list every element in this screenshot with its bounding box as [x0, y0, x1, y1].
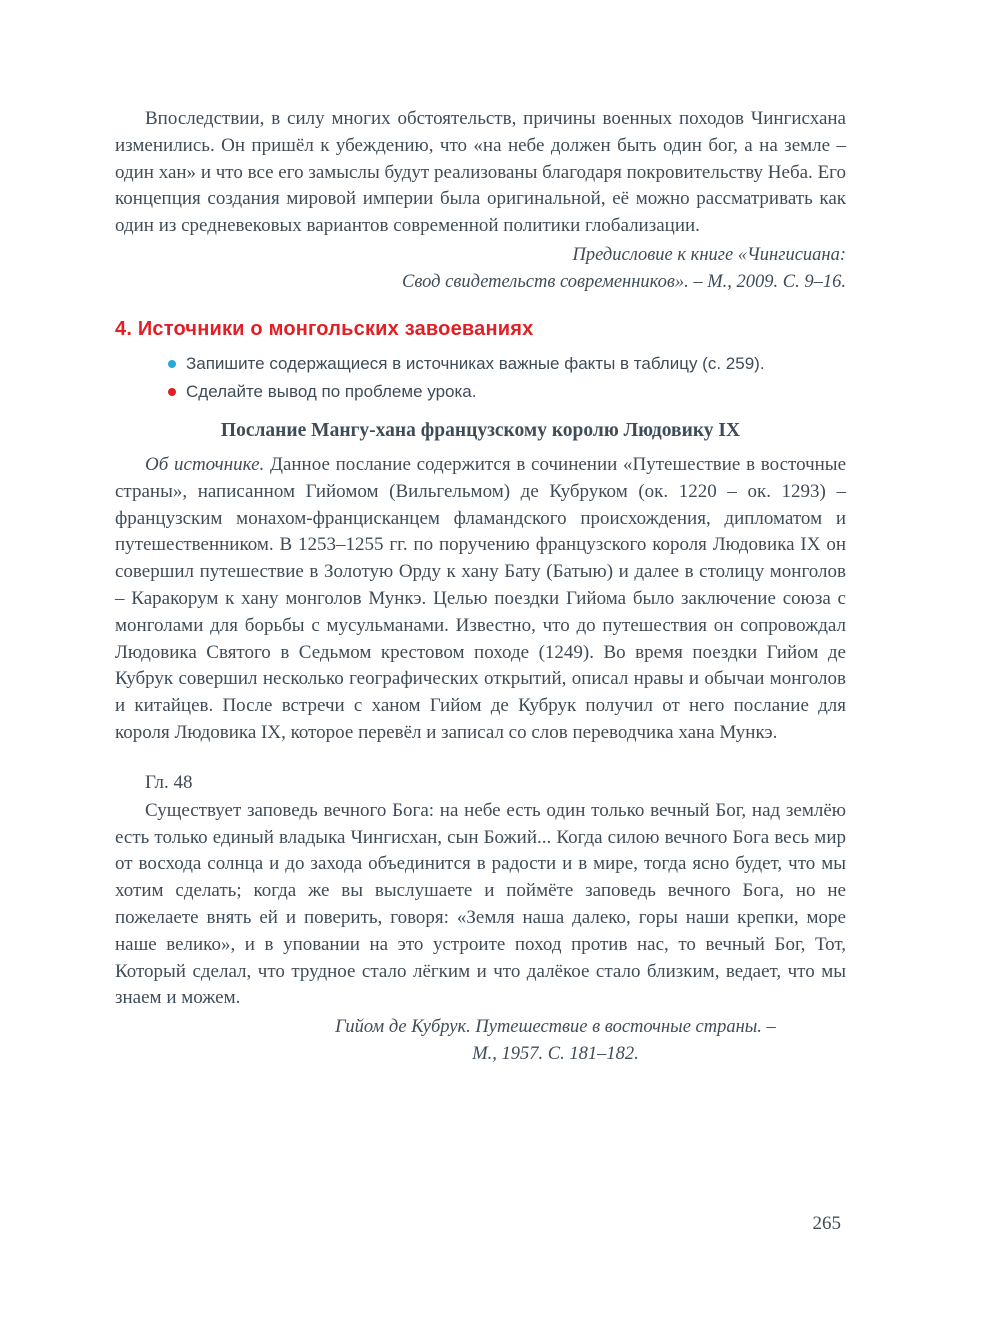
page-content [115, 106, 846, 1068]
chapter-label: Гл. 48 [145, 771, 193, 793]
source-citation [265, 1014, 846, 1068]
intro-paragraph: Впоследствии, в силу многих обстоятельств, причины военных походов Чингисхана изменились. Он пришёл к убеждению, что «на небе должен быть один бог, а на земле – один хан» и что все его замыслы будут реализованы благодаря покровительству Неба. Его концепция создания мировой империи была оригинальной, её можно рассматривать как один из средневековых вариантов современной политики глобализации. [115, 108, 846, 237]
task-list [168, 352, 846, 404]
intro-citation-line2: Свод свидетельств современников». – М., 2009. С. 9–16. [402, 271, 846, 292]
about-source-text: Данное послание содержится в сочинении «Путешествие в восточные страны», написанном Гийомом (Вильгельмом) де Кубруком (ок. 1220 – ок. 1293) – французским монахом-францисканцем фламандского происхождения, дипломатом и путешественником. В 1253–1255 гг. по поручению французского короля Людовика IX он совершил путешествие в Золотую Орду к хану Бату (Батыю) и далее в столицу монголов – Каракорум к хану монголов Мункэ. Целью поездки Гийома было заключение союза с монголами для борьбы с мусульманами. Известно, что до путешествия он сопровождал Людовика Святого в Седьмом крестовом походе (1249). Во время поездки Гийом де Кубрук совершил несколько географических открытий, описал нравы и обычаи монголов и китайцев. После встречи с ханом Гийом де Кубрук получил от него послание для короля Людовика IX, которое перевёл и записал со слов переводчика хана Мункэ. [115, 453, 847, 743]
quote-paragraph: Существует заповедь вечного Бога: на небе есть один только вечный Бог, над землёю есть только единый владыка Чингисхан, сын Божий... Когда силою вечного Бога весь мир от восхода солнца и до захода объединится в радости и в мире, тогда ясно будет, что мы хотим сделать; когда же вы выслушаете и поймёте заповедь вечного Бога, но не пожелаете внять ей и поверить, говоря: «Земля наша далеко, горы наши крепки, море наше велико», и в уповании на это устроите поход против нас, то вечный Бог, Тот, Который сделал, что трудное стало лёгким и что далёкое стало близким, ведает, что мы знаем и можем. [115, 799, 846, 1009]
about-source-lead: Об источнике. [145, 453, 265, 475]
task-item [168, 352, 846, 376]
source-citation-line1: Гийом де Кубрук. Путешествие в восточные страны. – [335, 1017, 776, 1038]
red-bullet-icon [168, 388, 176, 396]
task-item-text: Сделайте вывод по проблеме урока. [186, 381, 477, 401]
blue-bullet-icon [168, 360, 176, 368]
task-item-text: Запишите содержащиеся в источниках важные факты в таблицу (с. 259). [186, 353, 765, 373]
intro-citation-line1: Предисловие к книге «Чингисиана: [572, 244, 846, 265]
about-source-paragraph [115, 452, 846, 747]
source-citation-line2: М., 1957. С. 181–182. [472, 1044, 639, 1065]
page-number: 265 [812, 1213, 841, 1234]
task-item [168, 380, 846, 404]
document-title: Послание Мангу-хана французскому королю Людовику IX [220, 419, 741, 441]
section-heading: 4. Источники о монгольских завоеваниях [115, 317, 534, 340]
intro-citation [115, 242, 846, 296]
